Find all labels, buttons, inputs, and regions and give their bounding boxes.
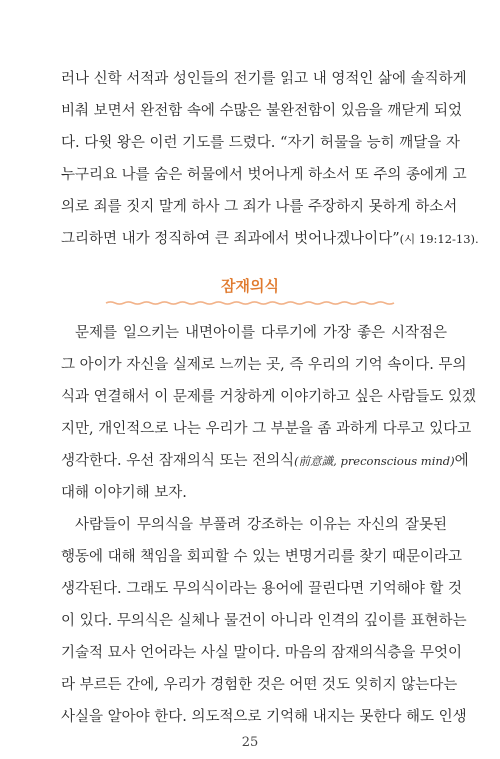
body-line: 식과 연결해서 이 문제를 거창하게 이야기하고 싶은 사람들도 있겠 xyxy=(61,389,477,405)
body-line: 라 부르든 간에, 우리가 경험한 것은 어떤 것도 잊히지 않는다는 xyxy=(61,677,458,693)
quote-end-text: 그리하면 내가 정직하여 큰 죄과에서 벗어나겠나이다” xyxy=(61,231,400,247)
body-line: 그 아이가 자신을 실제로 느끼는 곳, 즉 우리의 기억 속이다. 무의 xyxy=(61,357,467,373)
body-line: 지만, 개인적으로 나는 우리가 그 부분을 좀 과하게 다루고 있다고 xyxy=(61,421,472,437)
body-line xyxy=(61,451,469,471)
paragraph-first-line: 사람들이 무의식을 부풀려 강조하는 이유는 자신의 잘못된 xyxy=(75,517,447,533)
body-line: 행동에 대해 책임을 회피할 수 있는 변명거리를 찾기 때문이라고 xyxy=(61,549,463,565)
body-line: 기술적 묘사 언어라는 사실 말이다. 마음의 잠재의식층을 무엇이 xyxy=(61,645,463,661)
body-text: 생각한다. 우선 잠재의식 또는 전의식 xyxy=(61,453,295,469)
body-line xyxy=(61,515,447,535)
section-heading-block xyxy=(0,276,500,316)
body-line: 생각된다. 그래도 무의식이라는 용어에 끌린다면 기억해야 할 것 xyxy=(61,581,463,597)
section-heading: 잠재의식 xyxy=(221,277,279,295)
body-line: 대해 이야기해 보자. xyxy=(61,485,187,501)
wave-underline-decoration xyxy=(106,298,394,308)
paragraph-first-line: 문제를 일으키는 내면아이를 다루기에 가장 좋은 시작점은 xyxy=(75,325,447,341)
body-line: 러나 신학 서적과 성인들의 전기를 읽고 내 영적인 삶에 솔직하게 xyxy=(61,71,467,87)
body-text: 에 xyxy=(454,453,469,469)
body-line: 사실을 알아야 한다. 의도적으로 기억해 내지는 못한다 해도 인생 xyxy=(61,709,467,725)
body-line: 다. 다윗 왕은 이런 기도를 드렸다. “자기 허물을 능히 깨달을 자 xyxy=(61,135,460,151)
page-number: 25 xyxy=(241,735,259,750)
body-line: 의로 죄를 짓지 말게 하사 그 죄가 나를 주장하지 못하게 하소서 xyxy=(61,199,458,215)
body-line xyxy=(61,229,479,249)
body-line: 누구리요 나를 숨은 허물에서 벗어나게 하소서 또 주의 종에게 고 xyxy=(61,167,467,183)
body-line xyxy=(61,323,447,343)
body-line: 비춰 보면서 완전함 속에 수많은 불완전함이 있음을 깨닫게 되었 xyxy=(61,103,463,119)
bible-citation: (시 19:12-13). xyxy=(399,232,479,246)
inline-term: (前意識, preconscious mind) xyxy=(294,454,455,468)
body-line: 이 있다. 무의식은 실체나 물건이 아니라 인격의 깊이를 표현하는 xyxy=(61,613,467,629)
